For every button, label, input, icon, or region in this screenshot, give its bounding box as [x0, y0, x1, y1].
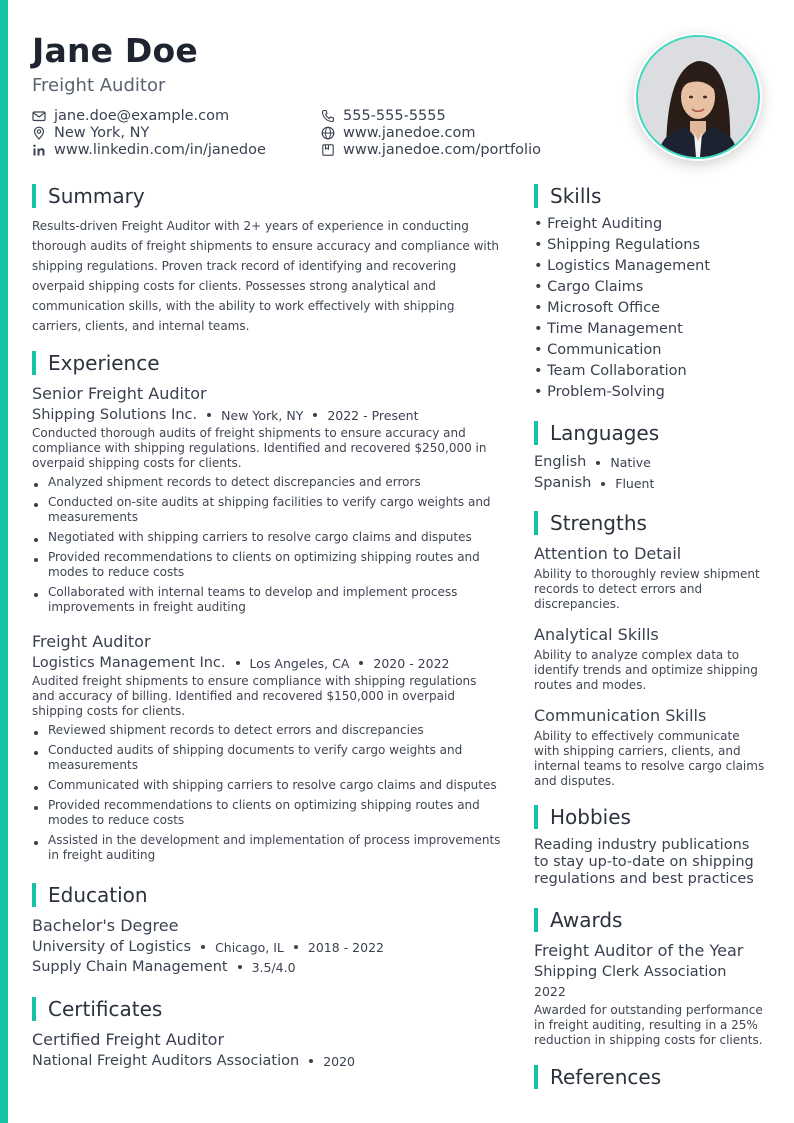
- separator-dot: [207, 413, 211, 417]
- experience-heading-text: Experience: [48, 351, 160, 375]
- award-title: Freight Auditor of the Year: [534, 941, 744, 960]
- job-bullets: [32, 475, 502, 615]
- job-bullet: Provided recommendations to clients on optimizing shipping routes and modes to reduce costs: [32, 798, 502, 828]
- skill-item: • Cargo Claims: [534, 279, 644, 295]
- certificate-meta: [32, 1053, 502, 1069]
- skill-item: • Communication: [534, 342, 662, 358]
- separator-dot: [601, 482, 605, 486]
- portfolio-text: www.janedoe.com/portfolio: [343, 142, 541, 158]
- certificate-entry: [32, 1030, 502, 1069]
- separator-dot: [596, 461, 600, 465]
- hobbies-heading: [534, 805, 631, 829]
- portfolio-contact[interactable]: [321, 142, 541, 158]
- language-item: [534, 473, 766, 494]
- certificates-heading: [32, 997, 162, 1021]
- skill-item: • Time Management: [534, 321, 683, 337]
- education-heading: [32, 883, 148, 907]
- skill-item: • Team Collaboration: [534, 363, 687, 379]
- award-entry: [534, 941, 766, 1048]
- section-accent-bar: [32, 351, 36, 375]
- candidate-name: Jane Doe: [32, 31, 198, 70]
- summary-heading-text: Summary: [48, 184, 145, 208]
- strength-title: Communication Skills: [534, 706, 707, 725]
- job-bullet: Provided recommendations to clients on optimizing shipping routes and modes to reduce costs: [32, 550, 502, 580]
- job-meta: [32, 407, 502, 423]
- job-entry: [32, 632, 502, 868]
- separator-dot: [236, 661, 240, 665]
- degree: Bachelor's Degree: [32, 916, 179, 935]
- strength-title: Analytical Skills: [534, 625, 659, 644]
- strengths-heading-text: Strengths: [550, 511, 647, 535]
- strength-description: Ability to thoroughly review shipment records to detect errors and discrepancies.: [534, 567, 760, 611]
- section-accent-bar: [32, 184, 36, 208]
- linkedin-contact[interactable]: [32, 142, 266, 158]
- education-meta: [32, 939, 502, 955]
- section-accent-bar: [534, 184, 538, 208]
- profile-photo-frame: [634, 33, 762, 161]
- resume-header: [32, 30, 592, 96]
- location-contact: [32, 125, 149, 141]
- language-item: [534, 452, 766, 473]
- job-bullets: [32, 723, 502, 863]
- skill-item: • Logistics Management: [534, 258, 711, 274]
- job-bullet: Analyzed shipment records to detect discrepancies and errors: [32, 475, 502, 490]
- field-of-study: Supply Chain Management: [32, 959, 228, 975]
- mail-icon: [32, 109, 46, 123]
- job-bullet: Reviewed shipment records to detect errors and discrepancies: [32, 723, 502, 738]
- section-accent-bar: [534, 908, 538, 932]
- certificate-name: Certified Freight Auditor: [32, 1030, 225, 1049]
- globe-icon: [321, 126, 335, 140]
- separator-dot: [313, 413, 317, 417]
- job-location: New York, NY: [221, 407, 304, 423]
- references-heading: [534, 1065, 661, 1089]
- section-accent-bar: [32, 883, 36, 907]
- school: University of Logistics: [32, 939, 192, 955]
- strength-description: Ability to analyze complex data to identify trends and optimize shipping routes and modes.: [534, 648, 758, 692]
- job-description: Audited freight shipments to ensure compliance with shipping regulations and accuracy of billing. Identified and recovered $150,000 in overpaid shipping costs for clients.: [32, 674, 477, 718]
- profile-photo: [636, 35, 760, 159]
- language-level: Native: [610, 455, 651, 470]
- job-bullet: Communicated with shipping carriers to resolve cargo claims and disputes: [32, 778, 502, 793]
- phone-contact[interactable]: [321, 108, 446, 124]
- section-accent-bar: [534, 805, 538, 829]
- separator-dot: [309, 1059, 313, 1063]
- skill-item: • Microsoft Office: [534, 300, 661, 316]
- award-description: Awarded for outstanding performance in freight auditing, resulting in a 25% reduction in shipping costs for clients.: [534, 1003, 763, 1047]
- job-meta: [32, 655, 502, 671]
- certificates-heading-text: Certificates: [48, 997, 163, 1021]
- section-accent-bar: [534, 421, 538, 445]
- website-text: www.janedoe.com: [343, 125, 476, 141]
- portfolio-icon: [321, 143, 335, 157]
- separator-dot: [238, 965, 242, 969]
- skills-heading: [534, 184, 601, 208]
- job-description: Conducted thorough audits of freight shipments to ensure accuracy and compliance with shipping regulations. Identified and recovered $250,000 in overpaid shipping costs for clients.: [32, 426, 487, 470]
- gpa: 3.5/4.0: [251, 959, 296, 975]
- certificate-year: 2020: [323, 1053, 355, 1069]
- website-contact[interactable]: [321, 125, 475, 141]
- candidate-title: Freight Auditor: [32, 75, 166, 96]
- experience-heading: [32, 351, 160, 375]
- job-title: Senior Freight Auditor: [32, 384, 207, 403]
- phone-text: 555-555-5555: [343, 108, 446, 124]
- section-accent-bar: [534, 511, 538, 535]
- job-bullet: Negotiated with shipping carriers to resolve cargo claims and disputes: [32, 530, 502, 545]
- job-entry: [32, 384, 502, 620]
- strength-item: [534, 706, 766, 789]
- email-contact[interactable]: [32, 108, 229, 124]
- job-location: Los Angeles, CA: [249, 655, 350, 671]
- skill-item: • Freight Auditing: [534, 216, 663, 232]
- job-bullet: Conducted audits of shipping documents to verify cargo weights and measurements: [32, 743, 502, 773]
- skill-item: • Problem-Solving: [534, 384, 665, 400]
- languages-heading-text: Languages: [550, 421, 660, 445]
- strengths-heading: [534, 511, 647, 535]
- accent-bar: [0, 0, 8, 1123]
- references-heading-text: References: [550, 1065, 662, 1089]
- section-accent-bar: [32, 997, 36, 1021]
- education-entry: [32, 916, 502, 975]
- phone-icon: [321, 109, 335, 123]
- strength-description: Ability to effectively communicate with shipping carriers, clients, and internal teams to resolve cargo claims and disputes.: [534, 729, 765, 788]
- education-dates: 2018 - 2022: [307, 939, 384, 955]
- skills-list: [534, 214, 766, 403]
- education-field-row: [32, 959, 502, 975]
- job-bullet: Collaborated with internal teams to develop and implement process improvements in freight auditing: [32, 585, 502, 615]
- certificate-issuer: National Freight Auditors Association: [32, 1053, 300, 1069]
- language-name: Spanish: [534, 475, 592, 491]
- location-text: New York, NY: [54, 125, 150, 141]
- job-company: Shipping Solutions Inc.: [32, 407, 198, 423]
- summary-heading: [32, 184, 145, 208]
- school-location: Chicago, IL: [215, 939, 284, 955]
- job-bullet: Conducted on-site audits at shipping facilities to verify cargo weights and measurements: [32, 495, 502, 525]
- awards-heading: [534, 908, 622, 932]
- strength-item: [534, 625, 766, 693]
- award-issuer: Shipping Clerk Association: [534, 964, 727, 980]
- award-year: 2022: [534, 984, 566, 999]
- language-name: English: [534, 454, 587, 470]
- separator-dot: [201, 945, 205, 949]
- languages-heading: [534, 421, 659, 445]
- separator-dot: [359, 661, 363, 665]
- section-accent-bar: [534, 1065, 538, 1089]
- summary-text: Results-driven Freight Auditor with 2+ years of experience in conducting thorough audits of freight shipments to ensure accuracy and compliance with shipping regulations. Proven track record of identifying and recovering overpaid shipping costs for clients. Possesses strong analytical and communication skills, with the ability to work effectively with shipping carriers, clients, and internal teams.: [32, 219, 500, 333]
- job-company: Logistics Management Inc.: [32, 655, 226, 671]
- strength-item: [534, 544, 766, 612]
- awards-heading-text: Awards: [550, 908, 623, 932]
- linkedin-text: www.linkedin.com/in/janedoe: [54, 142, 266, 158]
- email-text: jane.doe@example.com: [54, 108, 230, 124]
- separator-dot: [294, 945, 298, 949]
- education-heading-text: Education: [48, 883, 148, 907]
- hobbies-text: Reading industry publications to stay up-to-date on shipping regulations and best practices: [534, 837, 754, 887]
- skill-item: • Shipping Regulations: [534, 237, 701, 253]
- languages-list: [534, 452, 766, 494]
- strength-title: Attention to Detail: [534, 544, 682, 563]
- hobbies-heading-text: Hobbies: [550, 805, 631, 829]
- language-level: Fluent: [615, 476, 655, 491]
- job-title: Freight Auditor: [32, 632, 151, 651]
- linkedin-icon: [32, 143, 46, 157]
- location-pin-icon: [32, 126, 46, 140]
- job-dates: 2022 - Present: [327, 407, 419, 423]
- job-dates: 2020 - 2022: [373, 655, 450, 671]
- skills-heading-text: Skills: [550, 184, 602, 208]
- job-bullet: Assisted in the development and implementation of process improvements in freight auditing: [32, 833, 502, 863]
